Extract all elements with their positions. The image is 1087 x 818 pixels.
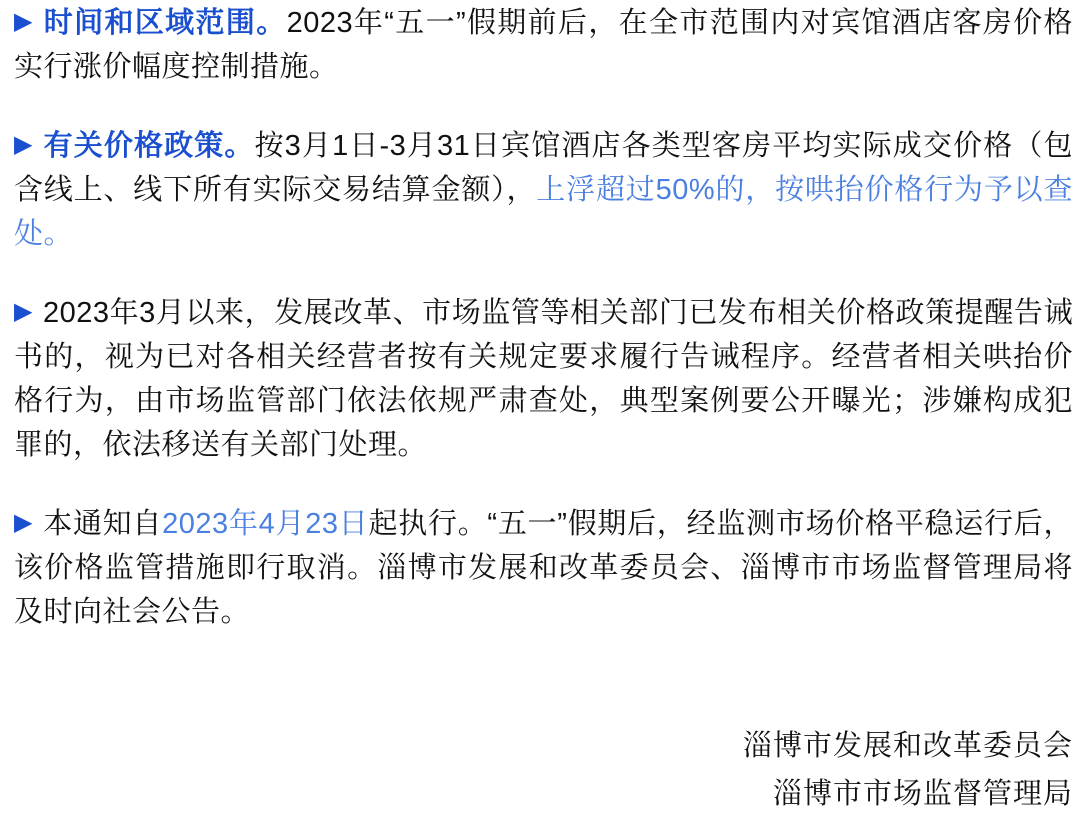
paragraph-scope-text: 2023年“五一”假期前后，在全市范围内对宾馆酒店客房价格实行涨价幅度控制措施。 <box>14 7 1073 83</box>
paragraph-enforcement-text: 2023年3月以来，发展改革、市场监管等相关部门已发布相关价格政策提醒告诫书的，视为已对各相关经营者按有关规定要求履行告诫程序。经营者相关哄抬价格行为，由市场监管部门依法依规严肃查处，典型案例要公开曝光；涉嫌构成犯罪的，依法移送有关部门处理。 <box>14 297 1073 461</box>
paragraph-enforcement <box>14 290 1073 467</box>
paragraph-price-policy-text: 按3月1日-3月31日宾馆酒店各类型客房平均实际成交价格（包含线上、线下所有实际交易结算金额）， <box>14 130 1073 206</box>
paragraph-scope <box>14 0 1073 89</box>
bullet-icon: ▶ <box>14 131 33 158</box>
effective-date-value: 2023年4月23日 <box>162 508 369 540</box>
signature-block <box>0 722 1087 818</box>
signature-line-1: 淄博市发展和改革委员会 <box>742 730 1073 762</box>
paragraph-price-policy <box>14 123 1073 256</box>
paragraph-effective-date-pre: 本通知自 <box>42 508 163 540</box>
paragraph-price-policy-lead: 有关价格政策。 <box>42 130 255 162</box>
paragraph-effective-date-post: 起执行。“五一”假期后，经监测市场价格平稳运行后，该价格监管措施即行取消。淄博市发展和改革委员会、淄博市市场监督管理局将及时向社会公告。 <box>14 508 1073 628</box>
signature-line-2: 淄博市市场监督管理局 <box>772 778 1073 810</box>
bullet-icon: ▶ <box>14 298 33 325</box>
bullet-icon: ▶ <box>14 509 33 536</box>
paragraph-price-policy-highlight: 上浮超过50%的，按哄抬价格行为予以查处。 <box>14 174 1073 250</box>
paragraph-effective-date <box>14 501 1073 634</box>
bullet-icon: ▶ <box>14 8 33 35</box>
paragraph-scope-lead: 时间和区域范围。 <box>42 7 287 39</box>
